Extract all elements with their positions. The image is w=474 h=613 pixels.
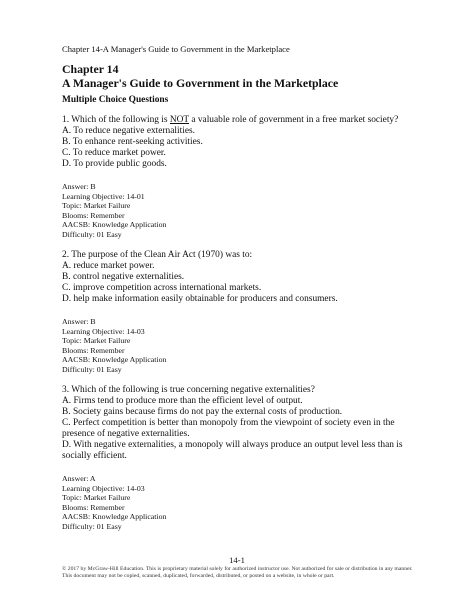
answer-option: B. Society gains because firms do not pay the external costs of production. <box>62 407 343 417</box>
aacsb: AACSB: Knowledge Application <box>62 512 167 522</box>
copyright-notice: © 2017 by McGraw-Hill Education. This is proprietary material solely for authorized instructor use. Not authorized for sale or distribution in any manner. This document may not be copied, scanned, duplicated, forwarded, distributed, or posted on a website, in whole or part. <box>62 566 413 579</box>
question-2 <box>62 250 422 375</box>
section-title: Multiple Choice Questions <box>62 95 169 105</box>
question-stem-text: a valuable role of government in a free market society? <box>189 115 399 125</box>
difficulty: Difficulty: 01 Easy <box>62 364 122 374</box>
answer-option: A. Firms tend to produce more than the efficient level of output. <box>62 396 303 406</box>
page-number: 14-1 <box>229 555 245 565</box>
topic: Topic: Market Failure <box>62 201 131 211</box>
topic: Topic: Market Failure <box>62 493 131 503</box>
question-3 <box>62 385 422 532</box>
answer-line: Answer: A <box>62 474 96 483</box>
learning-objective: Learning Objective: 14-03 <box>62 483 145 493</box>
question-stem-text: 1. Which of the following is <box>62 115 170 125</box>
answer-line: Answer: B <box>62 182 96 191</box>
running-head: Chapter 14-A Manager's Guide to Government in the Marketplace <box>62 44 290 54</box>
question-metadata <box>62 182 422 240</box>
blooms: Blooms: Remember <box>62 502 125 512</box>
blooms: Blooms: Remember <box>62 345 125 355</box>
answer-option: C. Perfect competition is better than monopoly from the viewpoint of society even in the presence of negative externalities. <box>62 418 395 439</box>
answer-option: B. To enhance rent-seeking activities. <box>62 137 203 147</box>
topic: Topic: Market Failure <box>62 336 131 346</box>
answer-option: D. To provide public goods. <box>62 159 167 169</box>
answer-option: D. With negative externalities, a monopoly will always produce an output level less than is socially efficient. <box>62 440 403 461</box>
difficulty: Difficulty: 01 Easy <box>62 229 122 239</box>
chapter-number: Chapter 14 <box>62 62 119 76</box>
answer-line: Answer: B <box>62 317 96 326</box>
chapter-title: A Manager's Guide to Government in the Marketplace <box>62 76 339 90</box>
answer-option: C. To reduce market power. <box>62 148 166 158</box>
question-stem: 2. The purpose of the Clean Air Act (1970) was to: <box>62 250 253 260</box>
question-stem <box>62 115 422 126</box>
question-stem-emphasis: NOT <box>169 115 189 125</box>
difficulty: Difficulty: 01 Easy <box>62 521 122 531</box>
question-stem: 3. Which of the following is true concerning negative externalities? <box>62 385 315 395</box>
blooms: Blooms: Remember <box>62 210 125 220</box>
aacsb: AACSB: Knowledge Application <box>62 355 167 365</box>
question-metadata <box>62 317 422 375</box>
aacsb: AACSB: Knowledge Application <box>62 220 167 230</box>
learning-objective: Learning Objective: 14-03 <box>62 326 145 336</box>
learning-objective: Learning Objective: 14-01 <box>62 191 145 201</box>
answer-option: A. reduce market power. <box>62 261 155 271</box>
answer-option: B. control negative externalities. <box>62 272 185 282</box>
question-metadata <box>62 474 422 532</box>
answer-option: A. To reduce negative externalities. <box>62 126 195 136</box>
question-1 <box>62 115 422 240</box>
answer-option: C. improve competition across international markets. <box>62 283 262 293</box>
answer-option: D. help make information easily obtainable for producers and consumers. <box>62 294 338 304</box>
